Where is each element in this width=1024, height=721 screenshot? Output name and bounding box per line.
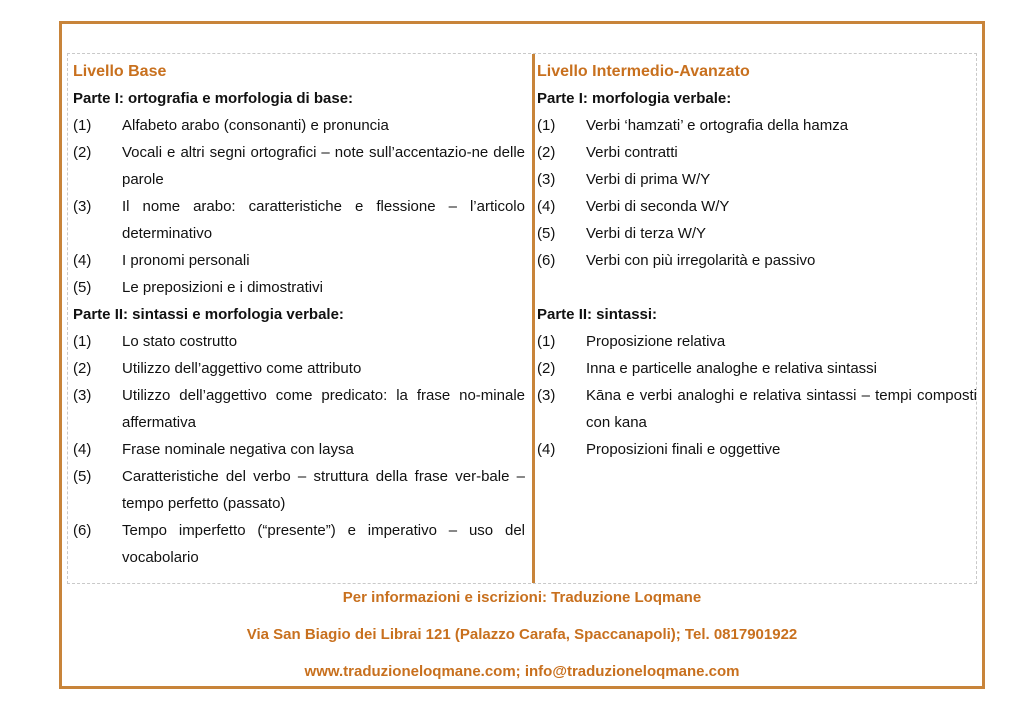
list-item [537, 436, 977, 463]
list-item [73, 328, 525, 355]
item-list [537, 112, 977, 274]
list-item [537, 193, 977, 220]
content-box [67, 53, 977, 584]
item-number: (4) [73, 252, 92, 269]
item-number: (2) [537, 144, 556, 161]
list-item [537, 328, 977, 355]
item-text: Alfabeto arabo (consonanti) e pronuncia [122, 117, 389, 134]
item-number: (3) [537, 387, 556, 404]
item-text: Proposizioni finali e oggettive [586, 441, 781, 458]
item-number: (4) [537, 198, 556, 215]
part-title: Parte II: sintassi e morfologia verbale: [73, 306, 344, 323]
footer-contacts[interactable]: www.traduzioneloqmane.com; info@traduzioneloqmane.com [304, 663, 740, 680]
item-text: Kāna e verbi analoghi e relativa sintassi – tempi composti con kana [586, 387, 977, 431]
item-number: (1) [73, 333, 92, 350]
item-number: (4) [73, 441, 92, 458]
item-text: Inna e particelle analoghe e relativa sintassi [586, 360, 878, 377]
document-frame [59, 21, 985, 689]
item-number: (2) [73, 360, 92, 377]
list-item [73, 436, 525, 463]
list-item [73, 382, 525, 436]
item-number: (6) [73, 522, 92, 539]
item-number: (5) [73, 279, 92, 296]
part-title: Parte I: morfologia verbale: [537, 90, 732, 107]
item-text: Verbi di terza W/Y [586, 225, 707, 242]
item-number: (3) [537, 171, 556, 188]
column-livello-intermedio [537, 58, 977, 463]
item-number: (1) [537, 333, 556, 350]
item-number: (3) [73, 387, 92, 404]
list-item [73, 112, 525, 139]
list-item [73, 355, 525, 382]
item-list [537, 328, 977, 463]
item-number: (1) [73, 117, 92, 134]
item-text: I pronomi personali [122, 252, 250, 269]
item-text: Frase nominale negativa con laysa [122, 441, 354, 458]
item-text: Verbi di prima W/Y [586, 171, 711, 188]
item-number: (2) [73, 144, 92, 161]
list-item [537, 112, 977, 139]
item-text: Le preposizioni e i dimostrativi [122, 279, 323, 296]
list-item [73, 247, 525, 274]
list-item [73, 463, 525, 517]
item-list [73, 328, 525, 571]
list-item [537, 139, 977, 166]
part-title: Parte II: sintassi: [537, 306, 658, 323]
item-text: Verbi ‘hamzati’ e ortografia della hamza [586, 117, 849, 134]
list-item [73, 274, 525, 301]
item-text: Caratteristiche del verbo – struttura della frase ver-bale – tempo perfetto (passato) [122, 468, 525, 512]
item-text: Proposizione relativa [586, 333, 726, 350]
list-item [73, 517, 525, 571]
spacer [537, 274, 977, 301]
part-title: Parte I: ortografia e morfologia di base: [73, 90, 354, 107]
list-item [73, 139, 525, 193]
item-number: (6) [537, 252, 556, 269]
item-number: (2) [537, 360, 556, 377]
level-title-intermedio: Livello Intermedio-Avanzato [537, 63, 750, 80]
item-text: Verbi contratti [586, 144, 678, 161]
list-item [537, 247, 977, 274]
item-text: Vocali e altri segni ortografici – note sull’accentazio-ne delle parole [122, 144, 525, 188]
item-text: Verbi di seconda W/Y [586, 198, 730, 215]
item-number: (3) [73, 198, 92, 215]
item-text: Verbi con più irregolarità e passivo [586, 252, 816, 269]
item-text: Lo stato costrutto [122, 333, 238, 350]
list-item [537, 382, 977, 436]
footer-info: Per informazioni e iscrizioni: Traduzione Loqmane [342, 589, 702, 606]
item-text: Utilizzo dell’aggettivo come attributo [122, 360, 362, 377]
column-livello-base [73, 58, 525, 571]
list-item [537, 220, 977, 247]
item-number: (1) [537, 117, 556, 134]
list-item [537, 166, 977, 193]
item-list [73, 112, 525, 301]
column-divider [532, 54, 535, 583]
item-text: Utilizzo dell’aggettivo come predicato: la frase no-minale affermativa [122, 387, 525, 431]
footer-address: Via San Biagio dei Librai 121 (Palazzo Carafa, Spaccanapoli); Tel. 0817901922 [246, 626, 798, 643]
level-title-base: Livello Base [73, 63, 167, 80]
item-number: (4) [537, 441, 556, 458]
item-number: (5) [73, 468, 92, 485]
item-text: Tempo imperfetto (“presente”) e imperativo – uso del vocabolario [122, 522, 525, 566]
list-item [73, 193, 525, 247]
item-number: (5) [537, 225, 556, 242]
item-text: Il nome arabo: caratteristiche e flessione – l’articolo determinativo [122, 198, 525, 242]
list-item [537, 355, 977, 382]
